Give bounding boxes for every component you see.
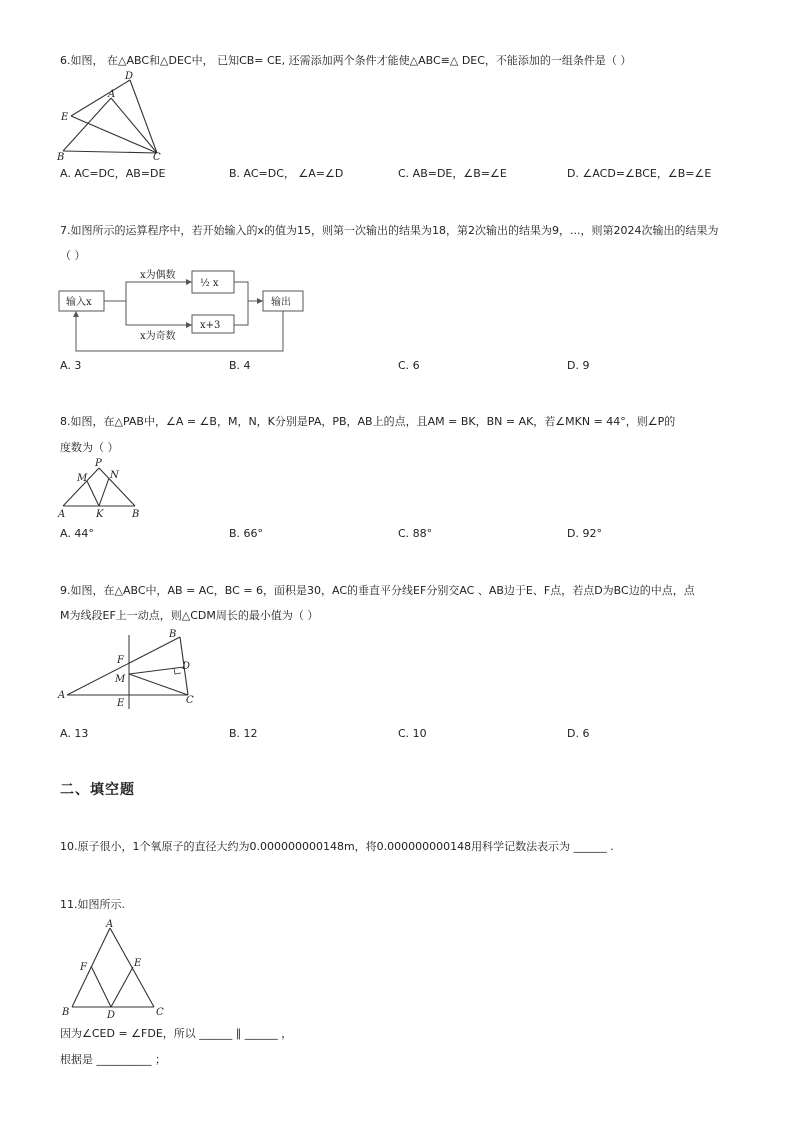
q6-option-a[interactable]: A. AC=DC，AB=DE [60, 167, 166, 180]
q8-option-d[interactable]: D. 92° [567, 527, 602, 540]
q7-option-d[interactable]: D. 9 [567, 359, 590, 372]
q11-line1: 因为∠CED = ∠FDE，所以 ______ ∥ ______ ， [60, 1027, 293, 1040]
q6-option-c[interactable]: C. AB=DE，∠B=∠E [398, 167, 507, 180]
q9-label-b: B [169, 629, 177, 640]
q6-label-b: B [57, 152, 65, 163]
q9-stem-line1: 9.如图，在△ABC中，AB = AC，BC = 6，面积是30，AC的垂直平分线EF分别交AC 、AB边于E、F点，若点D为BC边的中点，点 [60, 584, 695, 597]
q10-stem: 10.原子很小，1个氧原子的直径大约为0.000000000148m，将0.000000000148用科学记数法表示为 ______ . [60, 840, 614, 853]
q7-option-a[interactable]: A. 3 [60, 359, 82, 372]
q9-label-a: A [58, 690, 66, 701]
q8-label-m: M [77, 473, 88, 484]
q7-half-label: ½ x [200, 278, 219, 289]
q9-label-f: F [117, 655, 124, 666]
q6-label-c: C [153, 152, 161, 163]
q6-option-b[interactable]: B. AC=DC， ∠A=∠D [229, 167, 344, 180]
q8-stem-line2: 度数为（ ） [60, 441, 119, 454]
q8-label-p: P [95, 458, 102, 469]
q8-option-c[interactable]: C. 88° [398, 527, 433, 540]
q9-label-d: D [182, 661, 191, 672]
q6-option-d[interactable]: D. ∠ACD=∠BCE，∠B=∠E [567, 167, 712, 180]
q11-label-e: E [134, 958, 142, 969]
q7-output-label: 输出 [271, 297, 291, 308]
q7-option-c[interactable]: C. 6 [398, 359, 420, 372]
q8-figure [55, 456, 150, 521]
q6-figure [55, 70, 175, 165]
q9-option-a[interactable]: A. 13 [60, 727, 89, 740]
section-title: 二、填空题 [60, 782, 135, 798]
q9-option-c[interactable]: C. 10 [398, 727, 427, 740]
q8-option-a[interactable]: A. 44° [60, 527, 94, 540]
q9-figure [55, 625, 205, 715]
q8-option-b[interactable]: B. 66° [229, 527, 264, 540]
q7-stem-line1: 7.如图所示的运算程序中，若开始输入的x的值为15，则第一次输出的结果为18，第2次输出的结果为9，...，则第2024次输出的结果为 [60, 224, 719, 237]
q8-label-k: K [96, 509, 104, 520]
q7-even-label: x为偶数 [140, 270, 176, 281]
q11-label-c: C [156, 1007, 164, 1018]
q11-label-d: D [107, 1010, 116, 1021]
q6-label-e: E [61, 112, 69, 123]
q6-label-d: D [125, 71, 134, 82]
q9-label-e: E [117, 698, 125, 709]
q11-stem: 11.如图所示. [60, 898, 125, 911]
q7-input-label: 输入x [66, 297, 92, 308]
q9-stem-line2: M为线段EF上一动点，则△CDM周长的最小值为（ ） [60, 609, 319, 622]
q11-line2: 根据是 __________ ； [60, 1053, 166, 1066]
q7-stem-line2: （ ） [60, 249, 86, 262]
q11-label-a: A [106, 919, 114, 930]
q11-label-b: B [62, 1007, 70, 1018]
q6-stem: 6.如图， 在△ABC和△DEC中， 已知CB= CE, 还需添加两个条件才能使△ABC≌△ DEC，不能添加的一组条件是（ ） [60, 54, 632, 67]
q9-label-m: M [115, 674, 126, 685]
q7-plus3-label: x+3 [200, 320, 221, 331]
q7-flowchart [58, 265, 308, 355]
q9-label-c: C [186, 695, 194, 706]
q8-label-n: N [110, 470, 119, 481]
q7-option-b[interactable]: B. 4 [229, 359, 251, 372]
q9-option-d[interactable]: D. 6 [567, 727, 590, 740]
q9-option-b[interactable]: B. 12 [229, 727, 258, 740]
q8-stem-line1: 8.如图，在△PAB中，∠A = ∠B，M，N，K分别是PA，PB，AB上的点，且AM = BK，BN = AK，若∠MKN = 44°，则∠P的 [60, 415, 676, 428]
q8-label-b: B [132, 509, 140, 520]
q6-label-a: A [108, 89, 116, 100]
q8-label-a: A [58, 509, 66, 520]
q11-label-f: F [80, 962, 87, 973]
q7-odd-label: x为奇数 [140, 331, 176, 342]
q11-figure [58, 915, 173, 1020]
